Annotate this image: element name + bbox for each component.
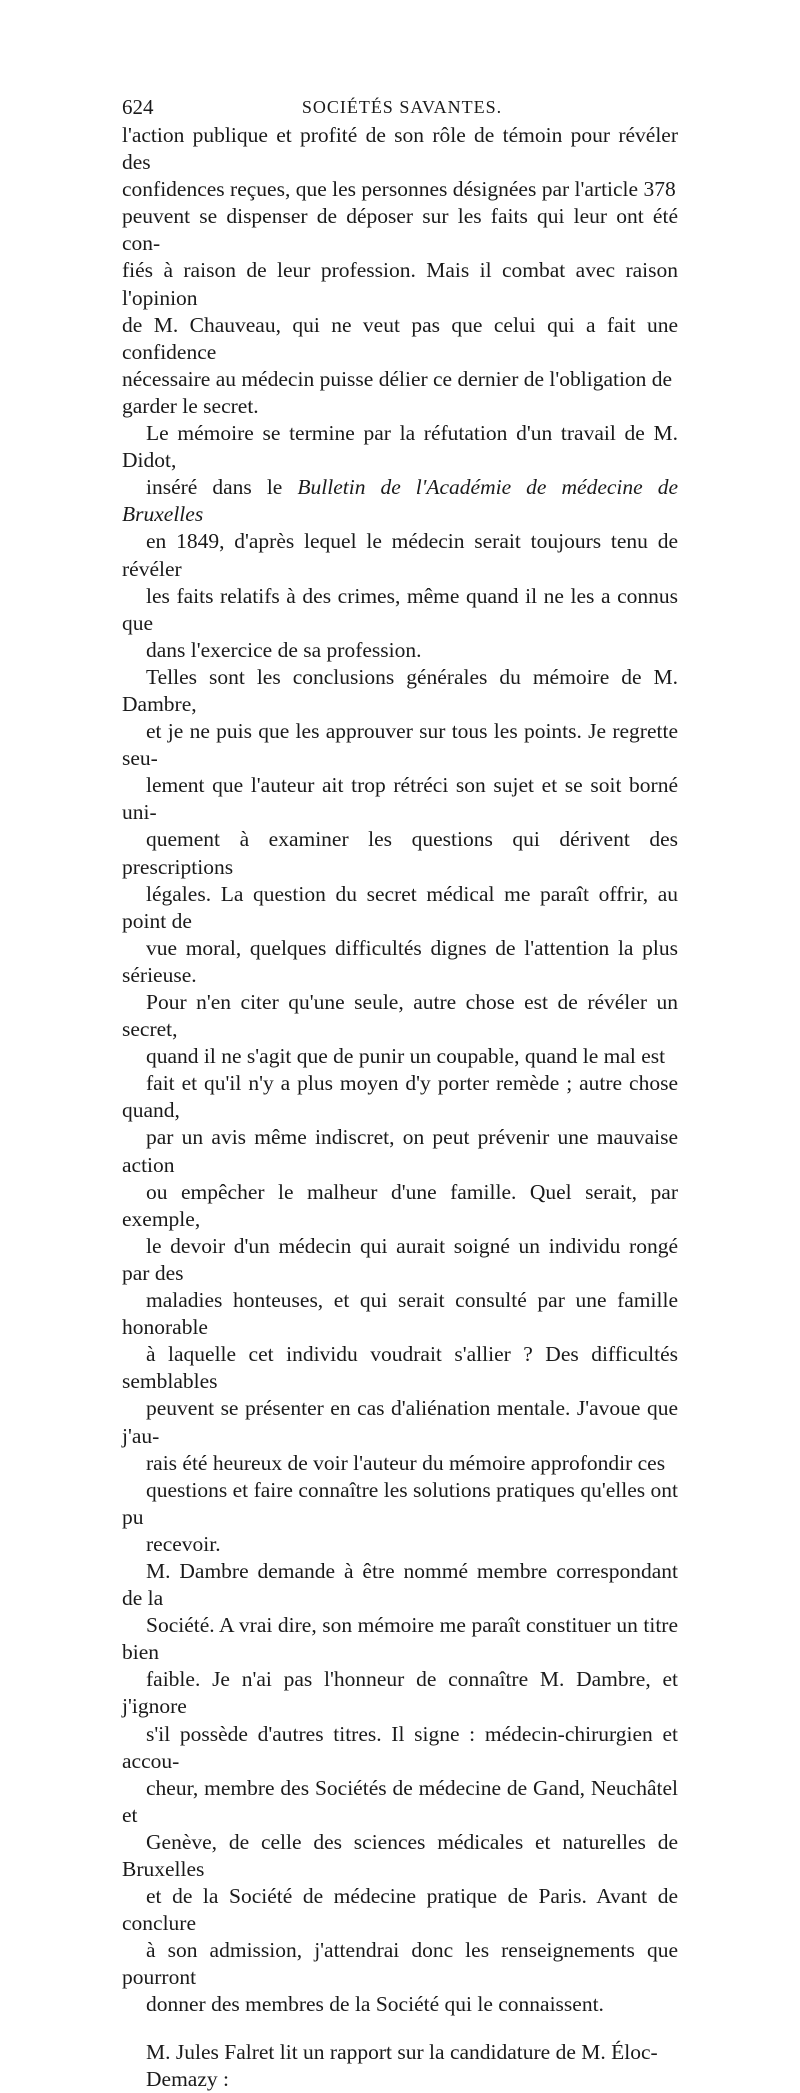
text-line [122, 718, 678, 772]
text-line [122, 583, 678, 637]
text-line [122, 1287, 678, 1341]
text-line [122, 312, 678, 366]
text-line [122, 1775, 678, 1829]
text-line [122, 1043, 678, 1070]
text-run: ou empêcher le malheur d'une famille. Quel serait, par exemple, [122, 1179, 678, 1231]
text-run: Pour n'en citer qu'une seule, autre chose est de révéler un secret, [122, 990, 678, 1042]
text-line [122, 989, 678, 1043]
paragraph [122, 2039, 678, 2093]
text-run: en 1849, d'après lequel le médecin serait toujours tenu de révéler [122, 529, 678, 581]
text-line [122, 1937, 678, 1991]
text-run: Société. A vrai dire, son mémoire me paraît constituer un titre bien [122, 1613, 678, 1665]
text-run: fait et qu'il n'y a plus moyen d'y porter remède ; autre chose quand, [122, 1071, 678, 1123]
paragraph [122, 122, 678, 420]
text-run: par un avis même indiscret, on peut prévenir une mauvaise action [122, 1125, 678, 1177]
text-run: quand il ne s'agit que de punir un coupable, quand le mal est [146, 1044, 666, 1069]
text-line [122, 826, 678, 880]
text-run: donner des membres de la Société qui le connaissent. [146, 1992, 604, 2017]
text-line [122, 420, 678, 474]
text-line [122, 1233, 678, 1287]
text-line [122, 1666, 678, 1720]
text-run: confidences reçues, que les personnes désignées par l'article 378 [122, 177, 676, 202]
text-run: M. Jules Falret lit un rapport sur la candidature de M. Éloc- [146, 2039, 658, 2064]
text-run: le devoir d'un médecin qui aurait soigné un individu rongé par des [122, 1233, 678, 1285]
text-run: de M. Chauveau, qui ne veut pas que celui qui a fait une confidence [122, 312, 678, 364]
text-run: Genève, de celle des sciences médicales et naturelles de Bruxelles [122, 1829, 678, 1881]
text-line [122, 528, 678, 582]
text-line [122, 881, 678, 935]
text-run: et je ne puis que les approuver sur tous les points. Je regrette seu- [122, 719, 678, 771]
text-run: les faits relatifs à des crimes, même quand il ne les a connus que [122, 583, 678, 635]
text-line [122, 257, 678, 311]
text-line [122, 1450, 678, 1477]
paragraph [122, 420, 678, 664]
text-line [122, 1477, 678, 1531]
text-line [122, 122, 678, 176]
text-line [122, 393, 678, 420]
text-line [122, 935, 678, 989]
text-run: faible. Je n'ai pas l'honneur de connaître M. Dambre, et j'ignore [122, 1667, 678, 1719]
text-run: quement à examiner les questions qui dérivent des prescriptions [122, 827, 678, 879]
running-title: SOCIÉTÉS SAVANTES. [301, 97, 503, 117]
text-line [122, 1395, 678, 1449]
text-line [122, 1883, 678, 1937]
text-line [122, 474, 678, 528]
text-run: peuvent se dispenser de déposer sur les faits qui leur ont été con- [122, 204, 678, 256]
text-line [122, 1558, 678, 1612]
text-run: nécessaire au médecin puisse délier ce dernier de l'obligation de [122, 366, 673, 391]
page-number: 624 [122, 95, 154, 119]
text-line [122, 664, 678, 718]
text-line [122, 1829, 678, 1883]
text-line [122, 366, 678, 393]
text-run: vue moral, quelques difficultés dignes de l'attention la plus sérieuse. [122, 935, 678, 987]
text-run: Telles sont les conclusions générales du mémoire de M. Dambre, [122, 664, 678, 716]
text-line [122, 772, 678, 826]
italic-title: Bulletin de l'Académie de médecine de Bruxelles [122, 475, 679, 527]
text-run: fiés à raison de leur profession. Mais il combat avec raison l'opinion [122, 258, 678, 310]
text-line [122, 1721, 678, 1775]
text-run: recevoir. [146, 1531, 221, 1556]
text-run: lement que l'auteur ait trop rétréci son sujet et se soit borné uni- [122, 773, 678, 825]
text-run: cheur, membre des Sociétés de médecine de Gand, Neuchâtel et [122, 1775, 678, 1827]
text-line [122, 1531, 678, 1558]
text-run: légales. La question du secret médical me paraît offrir, au point de [122, 881, 678, 933]
text-line [122, 1070, 678, 1124]
text-run: M. Dambre demande à être nommé membre correspondant de la [122, 1558, 678, 1611]
text-line [122, 176, 678, 203]
text-run: Demazy : [146, 2066, 229, 2091]
text-line [122, 1179, 678, 1233]
text-run: questions et faire connaître les solutions pratiques qu'elles ont pu [122, 1477, 678, 1529]
text-line [122, 1612, 678, 1666]
text-line [122, 2039, 678, 2066]
text-line [122, 1991, 678, 2018]
text-run: inséré dans le [146, 475, 298, 500]
paragraph [122, 664, 678, 1558]
running-head [122, 92, 682, 122]
text-line [122, 203, 678, 257]
text-run: peuvent se présenter en cas d'aliénation mentale. J'avoue que j'au- [122, 1396, 678, 1448]
text-run: et de la Société de médecine pratique de Paris. Avant de conclure [122, 1884, 678, 1936]
text-run: dans l'exercice de sa profession. [146, 637, 422, 662]
text-run: rais été heureux de voir l'auteur du mémoire approfondir ces [146, 1450, 666, 1475]
body-text [122, 122, 678, 2093]
text-run: garder le secret. [122, 393, 259, 418]
text-line [122, 1341, 678, 1395]
text-run: s'il possède d'autres titres. Il signe : médecin-chirurgien et accou- [122, 1721, 678, 1773]
text-run: Le mémoire se termine par la réfutation d'un travail de M. Didot, [122, 421, 678, 473]
text-line [122, 637, 678, 664]
text-line [122, 2066, 678, 2093]
text-run: à son admission, j'attendrai donc les renseignements que pourront [122, 1938, 678, 1990]
text-line [122, 1124, 678, 1178]
paragraph [122, 1558, 678, 2019]
text-run: maladies honteuses, et qui serait consulté par une famille honorable [122, 1288, 678, 1340]
text-run: à laquelle cet individu voudrait s'allier ? Des difficultés semblables [122, 1342, 678, 1394]
text-run: l'action publique et profité de son rôle de témoin pour révéler des [122, 123, 678, 175]
